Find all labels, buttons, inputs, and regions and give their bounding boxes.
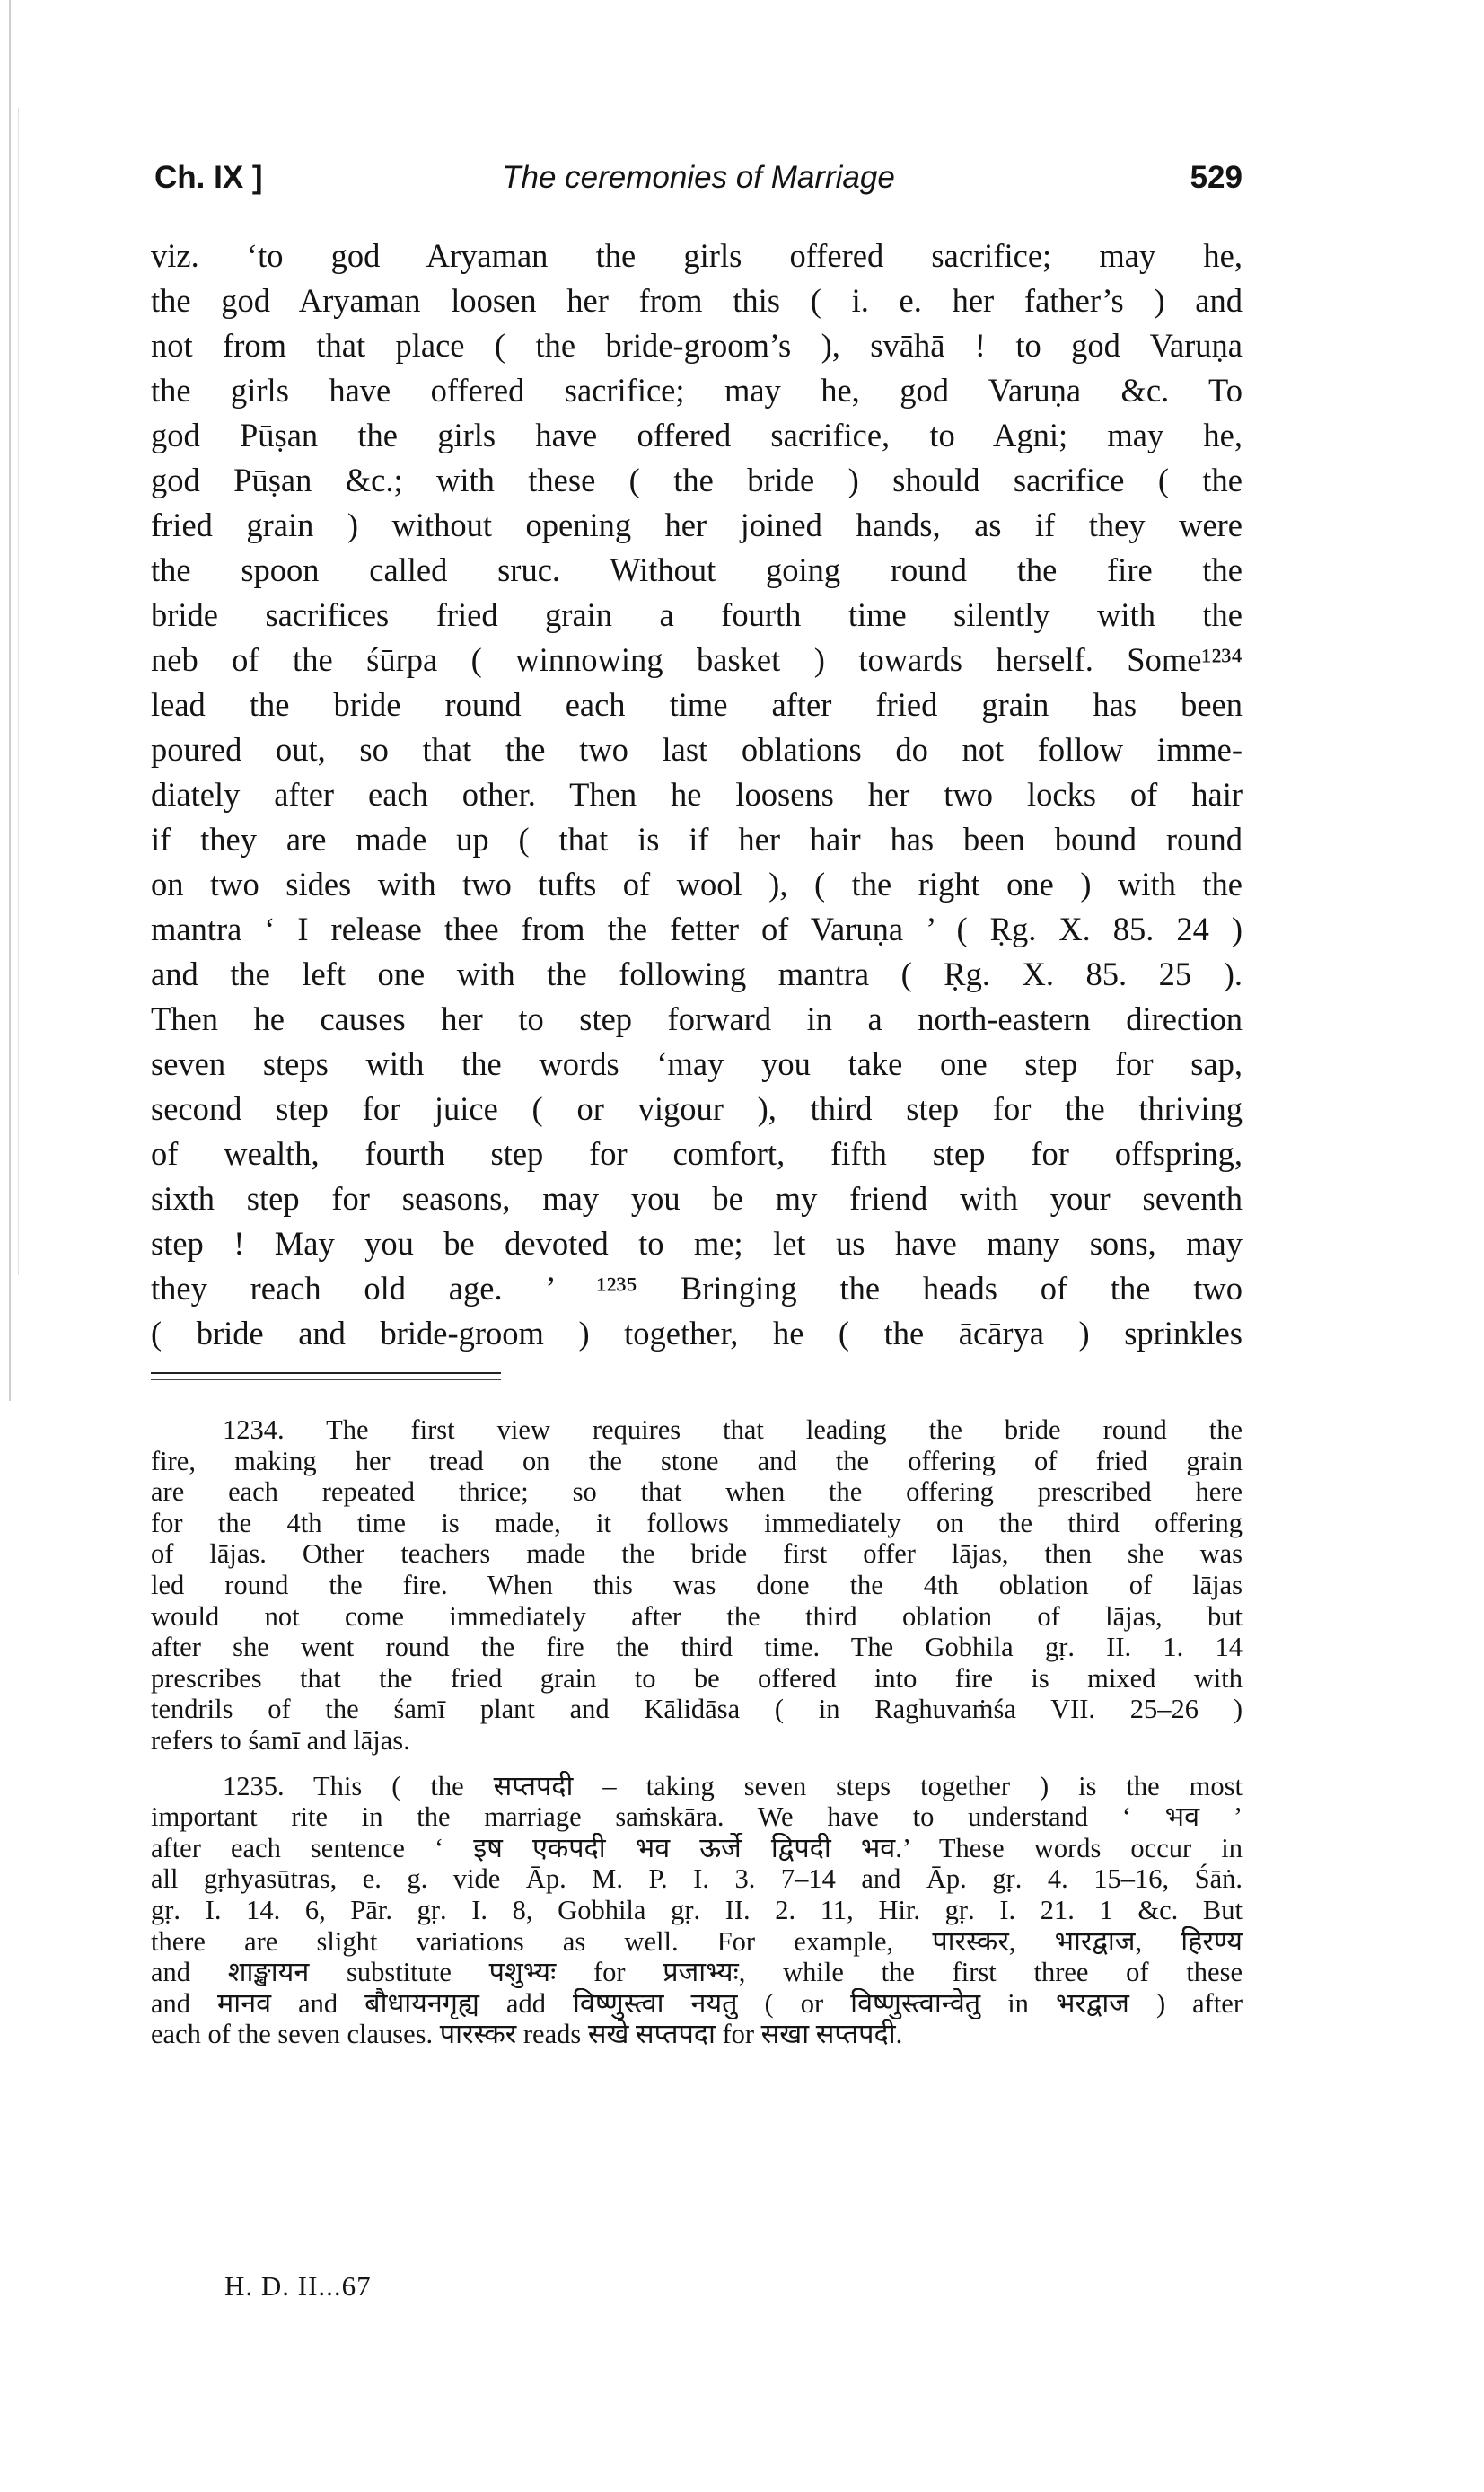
text-line: viz. ‘to god Aryaman the girls offered sacrifice; may he, (151, 237, 1243, 274)
footnote-rule-secondary (151, 1379, 501, 1380)
text-line: and the left one with the following mantra ( Ṛg. X. 85. 25 ). (151, 955, 1243, 992)
footnote-line: of lājas. Other teachers made the bride first offer lājas, then she was (151, 1538, 1243, 1570)
text-line: fried grain ) without opening her joined hands, as if they were (151, 506, 1243, 543)
footnotes (151, 1414, 1243, 2050)
text-line: if they are made up ( that is if her hair has been bound round (151, 821, 1243, 858)
footnote-line: gṛ. I. 14. 6, Pār. gṛ. I. 8, Gobhila gṛ. II. 2. 11, Hir. gṛ. I. 21. 1 &c. But (151, 1894, 1243, 1925)
text-line: lead the bride round each time after fried grain has been (151, 686, 1243, 723)
binding-edge-shadow (18, 108, 19, 1275)
text-line: of wealth, fourth step for comfort, fifth step for offspring, (151, 1135, 1243, 1172)
footnote-line: tendrils of the śamī plant and Kālidāsa ( in Raghuvaṁśa VII. 25–26 ) (151, 1694, 1243, 1725)
footnote-line: would not come immediately after the third oblation of lājas, but (151, 1600, 1243, 1632)
chapter-label: Ch. IX ] (154, 160, 263, 195)
footnote-1234 (151, 1414, 1243, 1757)
text-line: on two sides with two tufts of wool ), ( the right one ) with the (151, 866, 1243, 903)
footnote-gap (151, 1757, 1243, 1771)
footnote-line: are each repeated thrice; so that when the offering prescribed here (151, 1476, 1243, 1508)
running-head (154, 160, 1243, 203)
text-line: they reach old age. ’ ¹²³⁵ Bringing the heads of the two (151, 1270, 1243, 1307)
text-line: bride sacrifices fried grain a fourth time silently with the (151, 596, 1243, 633)
footnote-line: 1234. The first view requires that leading the bride round the (223, 1414, 1243, 1445)
text-line: diately after each other. Then he loosens her two locks of hair (151, 776, 1243, 813)
chapter-title: The ceremonies of Marriage (502, 160, 895, 195)
text-line: Then he causes her to step forward in a north-eastern direction (151, 1000, 1243, 1037)
text-line: second step for juice ( or vigour ), third step for the thriving (151, 1090, 1243, 1127)
footnote-line: important rite in the marriage saṁskāra. We have to understand ‘ भव ’ (151, 1801, 1243, 1833)
text-line: step ! May you be devoted to me; let us have many sons, may (151, 1225, 1243, 1262)
footnote-line: 1235. This ( the सप्तपदी – taking seven steps together ) is the most (223, 1770, 1243, 1801)
text-line: the girls have offered sacrifice; may he, god Varuṇa &c. To (151, 372, 1243, 409)
binding-edge (9, 0, 11, 1401)
text-line: not from that place ( the bride-groom’s ), svāhā ! to god Varuṇa (151, 327, 1243, 364)
footnote-line: after she went round the fire the third time. The Gobhila gṛ. II. 1. 14 (151, 1632, 1243, 1663)
footnote-line: and शाङ्खायन substitute पशुभ्यः for प्रजाभ्यः, while the first three of these (151, 1957, 1243, 1988)
footnote-line: after each sentence ‘ इष एकपदी भव ऊर्जे द्विपदी भव.’ These words occur in (151, 1832, 1243, 1863)
footnote-line: refers to śamī and lājas. (151, 1724, 410, 1756)
footnote-line: all gṛhyasūtras, e. g. vide Āp. M. P. I. 3. 7–14 and Āp. gṛ. 4. 15–16, Śāṅ. (151, 1863, 1243, 1895)
footnote-1235 (151, 1771, 1243, 2050)
footnote-line: led round the fire. When this was done the 4th oblation of lājas (151, 1569, 1243, 1600)
text-line: sixth step for seasons, may you be my friend with your seventh (151, 1180, 1243, 1217)
footnote-line: there are slight variations as well. For example, पारस्कर, भारद्वाज, हिरण्य (151, 1925, 1243, 1957)
text-line: neb of the śūrpa ( winnowing basket ) towards herself. Some¹²³⁴ (151, 641, 1243, 678)
text-line: the god Aryaman loosen her from this ( i. e. her father’s ) and (151, 282, 1243, 319)
text-line: mantra ‘ I release thee from the fetter of Varuṇa ’ ( Ṛg. X. 85. 24 ) (151, 911, 1243, 947)
footnote-line: for the 4th time is made, it follows immediately on the third offering (151, 1507, 1243, 1538)
text-line: seven steps with the words ‘may you take one step for sap, (151, 1045, 1243, 1082)
footnote-rule (151, 1372, 501, 1374)
page-number: 529 (1190, 160, 1243, 195)
signature-mark: H. D. II...67 (224, 2270, 372, 2302)
footnote-line: fire, making her tread on the stone and the offering of fried grain (151, 1445, 1243, 1476)
footnote-line: each of the seven clauses. पारस्कर reads सखे सप्तपदा for सखा सप्तपदी. (151, 2019, 903, 2050)
text-line: ( bride and bride-groom ) together, he ( the ācārya ) sprinkles (151, 1315, 1243, 1352)
main-text (151, 233, 1243, 1356)
text-line: god Pūṣan &c.; with these ( the bride ) should sacrifice ( the (151, 462, 1243, 498)
footnote-line: prescribes that the fried grain to be offered into fire is mixed with (151, 1662, 1243, 1694)
footnote-line: and मानव and बौधायनगृह्य add विष्णुस्त्वा नयतु ( or विष्णुस्त्वान्वेतु in भरद्वाज ) after (151, 1987, 1243, 2019)
text-line: god Pūṣan the girls have offered sacrifice, to Agni; may he, (151, 417, 1243, 453)
text-line: the spoon called sruc. Without going round the fire the (151, 551, 1243, 588)
text-line: poured out, so that the two last oblations do not follow imme- (151, 731, 1243, 768)
